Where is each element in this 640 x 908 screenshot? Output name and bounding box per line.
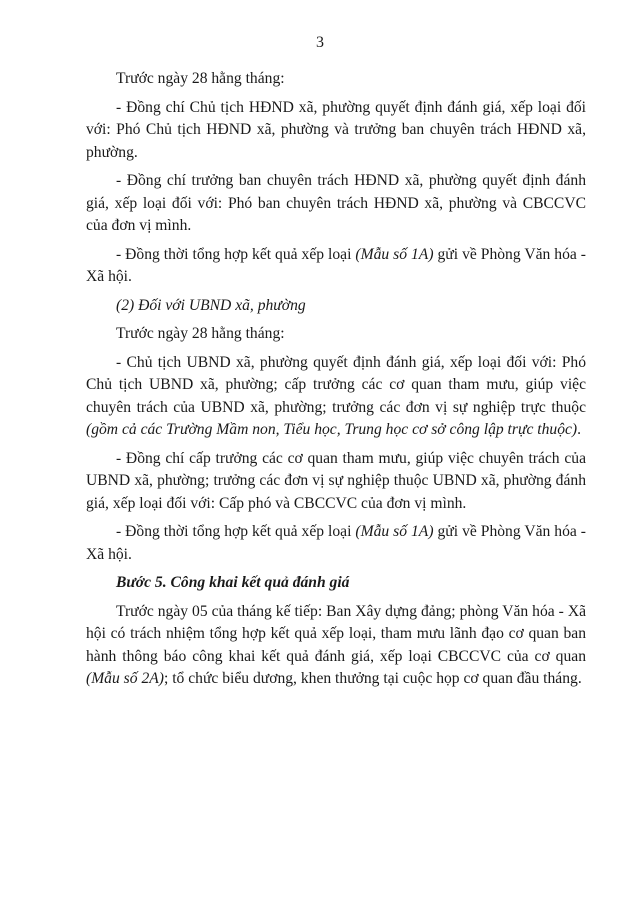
paragraph-text: gửi về Phòng Văn hóa - Xã hội. [86, 245, 586, 285]
paragraph-summary-hdnd [86, 244, 586, 289]
step-5-heading [86, 572, 586, 595]
document-body [86, 68, 586, 697]
paragraph-deadline-ubnd [86, 323, 586, 346]
paragraph-text: Trước ngày 05 của tháng kế tiếp: Ban Xây dựng đảng; phòng Văn hóa - Xã hội có trách nhiệm tổng hợp kết quả xếp loại, tham mưu lãnh đạo cơ quan ban hành thông báo công khai kết quả đánh giá, xếp loại CBCCVC của cơ quan [86, 602, 586, 665]
paragraph-head-board-hdnd [86, 170, 586, 238]
page-number: 3 [316, 34, 324, 51]
subheading-ubnd [86, 295, 586, 318]
form-reference: (Mẫu số 1A) [355, 245, 434, 263]
form-reference: (Mẫu số 1A) [355, 523, 434, 540]
paragraph-text: ; tổ chức biểu dương, khen thưởng tại cuộc họp cơ quan đầu tháng. [163, 670, 582, 687]
paragraph-text: - Đồng chí Chủ tịch HĐND xã, phường quyết định đánh giá, xếp loại đối với: Phó Chủ tịch HĐND xã, phường và trưởng ban chuyên trách HĐND xã, phường. [86, 98, 586, 161]
italic-note: (gồm cả các Trường Mầm non, Tiểu học, Trung học cơ sở công lập trực thuộc) [86, 421, 578, 438]
paragraph-chairman-ubnd [86, 352, 586, 442]
form-reference: (Mẫu số 2A) [86, 670, 164, 687]
paragraph-text: gửi về Phòng Văn hóa - Xã hội. [86, 523, 586, 563]
paragraph-deadline-hdnd [86, 68, 586, 91]
paragraph-text: Trước ngày 28 hằng tháng: [116, 325, 285, 342]
paragraph-summary-ubnd [86, 521, 586, 566]
paragraph-text: - Đồng chí trưởng ban chuyên trách HĐND xã, phường quyết định đánh giá, xếp loại đối với: Phó ban chuyên trách HĐND xã, phường và CBCCVC của đơn vị mình. [86, 172, 586, 234]
paragraph-heads-ubnd [86, 448, 586, 516]
paragraph-text: - Chủ tịch UBND xã, phường quyết định đánh giá, xếp loại đối với: Phó Chủ tịch UBND xã, phường; cấp trưởng các cơ quan tham mưu, giúp việc chuyên trách của UBND xã, phường; trưởng các đơn vị sự nghiệp trực thuộc [86, 353, 586, 416]
paragraph-step-5 [86, 601, 586, 691]
heading-text: Bước 5. Công khai kết quả đánh giá [116, 574, 350, 591]
paragraph-text: - Đồng chí cấp trưởng các cơ quan tham mưu, giúp việc chuyên trách của UBND xã, phường; trưởng các đơn vị sự nghiệp thuộc UBND xã, phường đánh giá, xếp loại đối với: Cấp phó và CBCCVC của đơn vị mình. [86, 449, 586, 512]
subheading-text: (2) Đối với UBND xã, phường [116, 296, 306, 314]
paragraph-text: . [577, 421, 582, 438]
paragraph-text: - Đồng thời tổng hợp kết quả xếp loại [116, 523, 356, 540]
paragraph-chairman-hdnd [86, 97, 586, 165]
paragraph-text: Trước ngày 28 hằng tháng: [116, 70, 285, 87]
paragraph-text: - Đồng thời tổng hợp kết quả xếp loại [116, 245, 356, 263]
